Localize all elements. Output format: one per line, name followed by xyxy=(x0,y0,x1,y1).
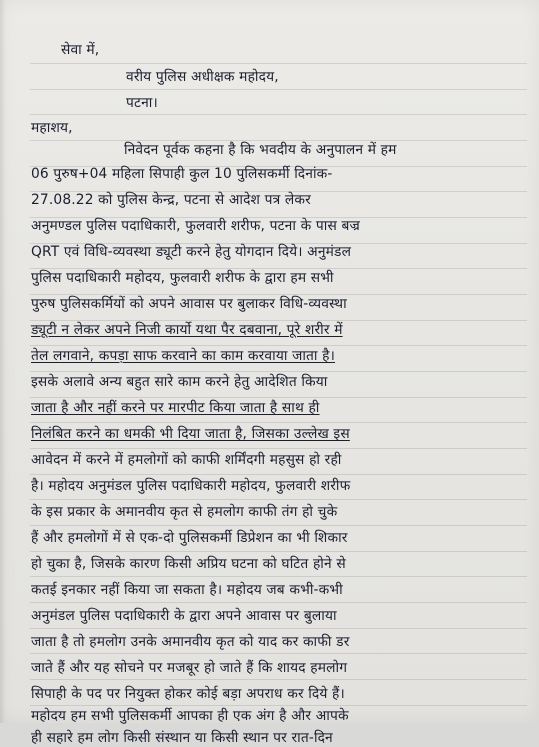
ruled-line xyxy=(30,474,527,475)
ruled-line xyxy=(30,422,527,423)
body-line-underlined: जाता है और नहीं करने पर मारपीट किया जाता है साथ ही xyxy=(31,400,320,416)
ruled-line xyxy=(30,397,527,398)
recipient-city: पटना। xyxy=(126,95,158,111)
ruled-line xyxy=(30,499,527,500)
body-line-underlined: तेल लगवाने, कपड़ा साफ करवाने का काम करवाया जाता है। xyxy=(31,348,336,364)
body-line: आवेदन में करने में हमलोगों को काफी शर्मिंदगी महसुस हो रही xyxy=(31,452,342,468)
body-line: अनुमंडल पुलिस पदाधिकारी के द्वारा अपने आवास पर बुलाया xyxy=(31,608,337,624)
body-line: इसके अलावे अन्य बहुत सारे काम करने हेतु आदेशित किया xyxy=(31,374,328,390)
ruled-line xyxy=(30,602,527,603)
body-line: 27.08.22 को पुलिस केन्द्र, पटना से आदेश पत्र लेकर xyxy=(31,192,311,208)
body-line: जाता है तो हमलोग उनके अमानवीय कृत को याद कर काफी डर xyxy=(31,634,350,650)
body-line-underlined: निलंबित करने का धमकी भी दिया जाता है, जिसका उल्लेख इस xyxy=(31,426,350,442)
ruled-line xyxy=(30,114,527,115)
ruled-line xyxy=(30,628,527,629)
body-line: है। महोदय अनुमंडल पुलिस पदाधिकारी महोदय, फुलवारी शरीफ xyxy=(31,478,351,494)
ruled-line xyxy=(30,551,527,552)
body-line: पुरुष पुलिसकर्मियों को अपने आवास पर बुलाकर विधि-व्यवस्था xyxy=(31,296,347,312)
body-line: पुलिस पदाधिकारी महोदय, फुलवारी शरीफ के द्वारा हम सभी xyxy=(31,270,334,286)
ruled-line xyxy=(30,679,527,680)
recipient-title: वरीय पुलिस अधीक्षक महोदय, xyxy=(126,69,279,85)
body-line: कतई इनकार नहीं किया जा सकता है। महोदय जब कभी-कभी xyxy=(31,582,343,598)
page-edge-shadow xyxy=(0,0,6,723)
ruled-line xyxy=(30,525,527,526)
body-line: जाते हैं और यह सोचने पर मजबूर हो जाते हैं कि शायद हमलोग xyxy=(31,660,348,676)
ruled-line xyxy=(30,89,527,90)
body-line: 06 पुरुष+04 महिला सिपाही कुल 10 पुलिसकर्मी दिनांक- xyxy=(31,166,333,182)
ruled-line xyxy=(30,63,527,64)
ruled-line xyxy=(30,345,527,346)
body-line: QRT एवं विधि-व्यवस्था ड्यूटी करने हेतु योगदान दिये। अनुमंडल xyxy=(31,244,352,260)
body-line: के इस प्रकार के अमानवीय कृत से हमलोग काफी तंग हो चुके xyxy=(31,504,338,520)
salutation-to: सेवा में, xyxy=(61,42,100,58)
ruled-line xyxy=(30,705,527,706)
body-line: ही सहारे हम लोग किसी संस्थान या किसी स्थान पर रात-दिन xyxy=(31,730,333,746)
body-line: अनुमण्डल पुलिस पदाधिकारी, फुलवारी शरीफ, पटना के पास बज्र xyxy=(31,218,360,234)
body-line: सिपाही के पद पर नियुक्त होकर कोई बड़ा अपराध कर दिये हैं। xyxy=(31,686,345,702)
greeting: महाशय, xyxy=(31,120,73,136)
body-line-underlined: ड्यूटी न लेकर अपने निजी कार्यो यथा पैर दबवाना, पूरे शरीर में xyxy=(31,322,343,338)
body-line: निवेदन पूर्वक कहना है कि भवदीय के अनुपालन में हम xyxy=(124,142,397,158)
body-line: हैं और हमलोगों में से एक-दो पुलिसकर्मी डिप्रेशन का भी शिकार xyxy=(31,530,348,546)
body-line: हो चुका है, जिसके कारण किसी अप्रिय घटना को घटित होने से xyxy=(31,556,346,572)
body-line: महोदय हम सभी पुलिसकर्मी आपका ही एक अंग है और आपके xyxy=(31,708,349,724)
ruled-line xyxy=(30,576,527,577)
ruled-line xyxy=(30,448,527,449)
ruled-line xyxy=(30,653,527,654)
ruled-line xyxy=(30,371,527,372)
